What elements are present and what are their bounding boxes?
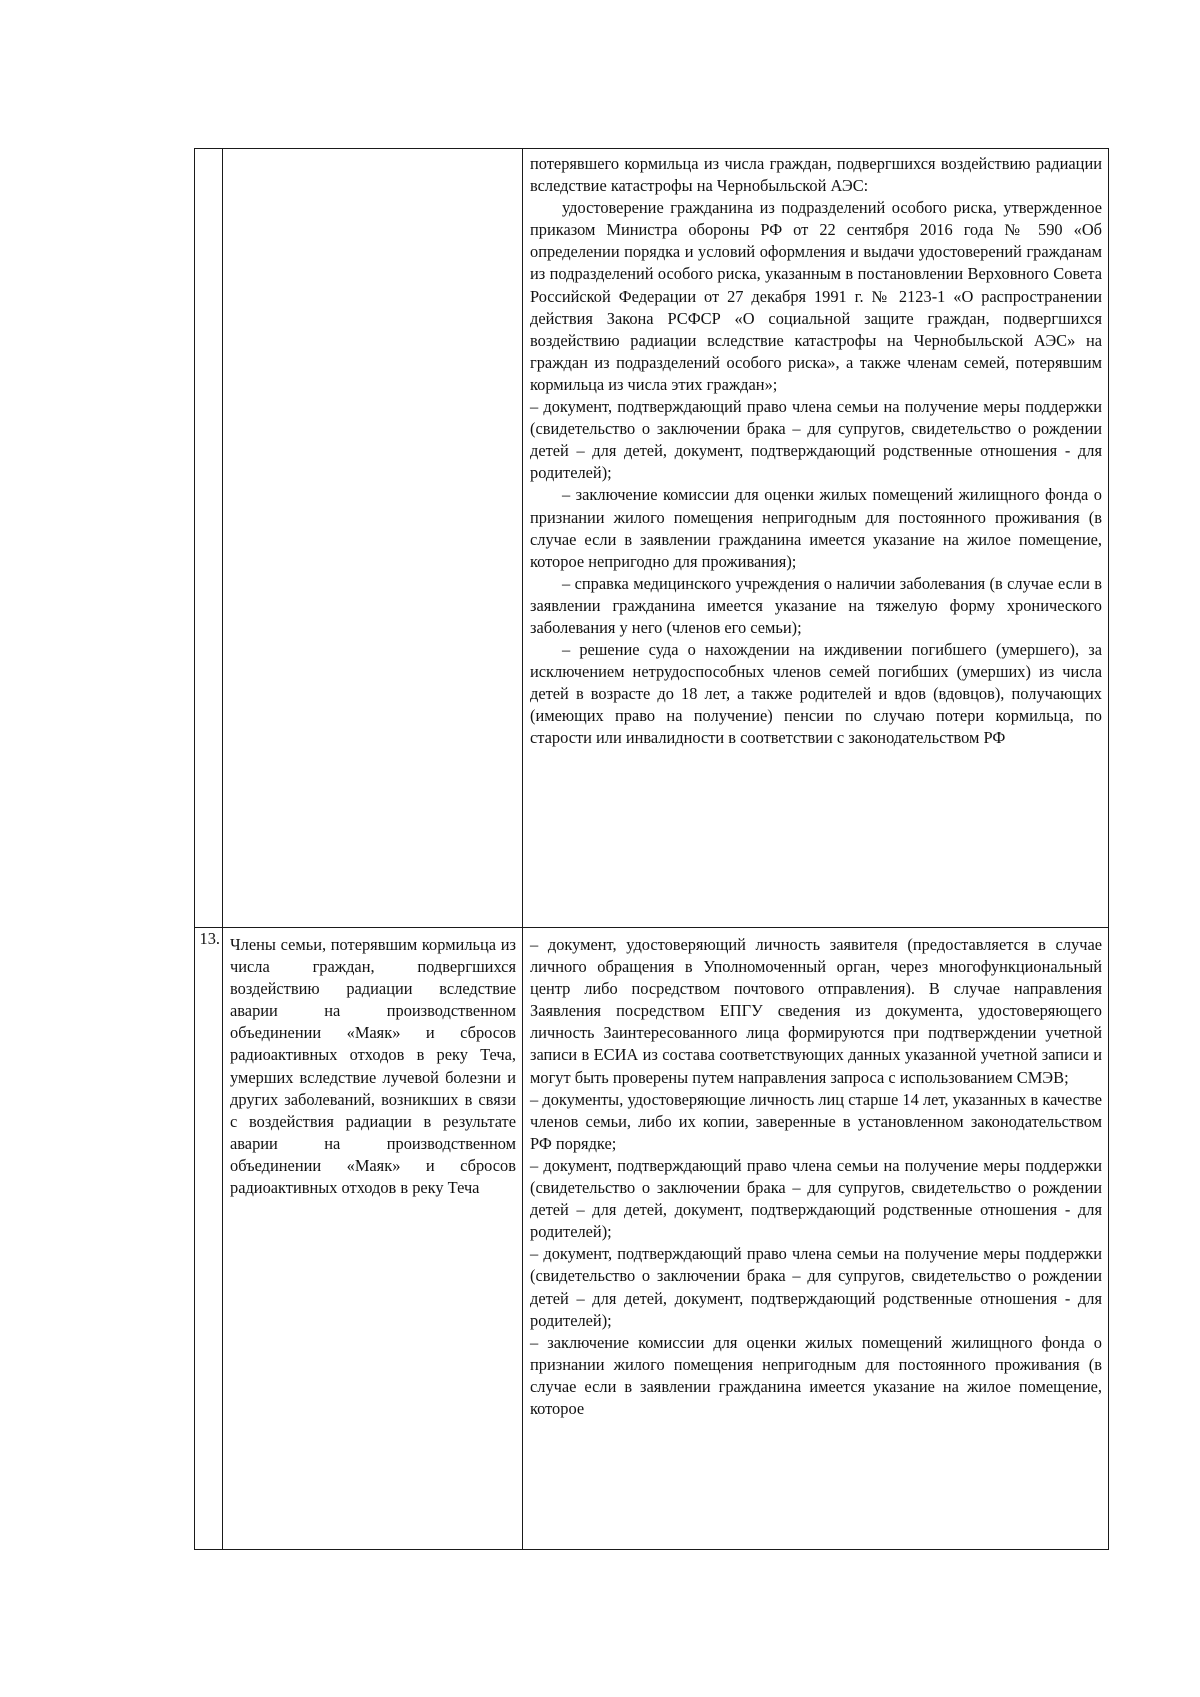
document-requirement-paragraph: – документ, удостоверяющий личность заявителя (предоставляется в случае личного обращения в Уполномоченный орган, через многофункциональный центр либо посредством почтового отправления). В случае направления Заявления посредством ЕПГУ сведения из документа, удостоверяющего личность Заинтересованного лица формируются при подтверждении учетной записи в ЕСИА из состава соответствующих данных указанной учетной записи и могут быть проверены путем направления запроса с использованием СМЭВ; (530, 935, 1102, 1087)
documents-cell (523, 928, 1109, 1550)
table-row-13 (195, 928, 1109, 1550)
category-cell (223, 928, 523, 1550)
document-requirement-paragraph: – решение суда о нахождении на иждивении погибшего (умершего), за исключением нетрудоспособных членов семей погибших (умерших) из числа детей в возрасте до 18 лет, а также родителей и вдов (вдовцов), получающих (имеющих право на получение) пенсии по случаю потери кормильца, по старости или инвалидности в соответствии с законодательством РФ (530, 640, 1102, 748)
document-requirement-paragraph: – заключение комиссии для оценки жилых помещений жилищного фонда о признании жилого помещения непригодным для постоянного проживания (в случае если в заявлении гражданина имеется указание на жилое помещение, которое непригодно для проживания); (530, 485, 1102, 571)
documents-cell (523, 149, 1109, 928)
category-cell (223, 149, 523, 928)
document-requirement-paragraph: удостоверение гражданина из подразделений особого риска, утвержденное приказом Министра обороны РФ от 22 сентября 2016 года № 590 «Об определении порядка и условий оформления и выдачи удостоверений гражданам из подразделений особого риска, указанным в постановлении Верховного Совета Российской Федерации от 27 декабря 1991 г. № 2123-1 «О распространении действия Закона РСФСР «О социальной защите граждан, подвергшихся воздействию радиации вследствие катастрофы на Чернобыльской АЭС» на граждан из подразделений особого риска», а также членам семей, потерявшим кормильца из числа этих граждан»; (530, 198, 1102, 394)
documents-list (523, 149, 1108, 752)
table-row-continuation (195, 149, 1109, 928)
document-table (194, 148, 1109, 1550)
document-requirement-paragraph: – заключение комиссии для оценки жилых помещений жилищного фонда о признании жилого помещения непригодным для постоянного проживания (в случае если в заявлении гражданина имеется указание на жилое помещение, которое (530, 1332, 1102, 1418)
row-number-cell: 13. (195, 928, 223, 1550)
document-requirement-paragraph: – документ, подтверждающий право члена семьи на получение меры поддержки (свидетельство о заключении брака – для супругов, свидетельство о рождении детей – для детей, документ, подтверждающий родственные отношения - для родителей); (530, 397, 1102, 483)
document-requirement-paragraph: – документ, подтверждающий право члена семьи на получение меры поддержки (свидетельство о заключении брака – для супругов, свидетельство о рождении детей – для детей, документ, подтверждающий родственные отношения - для родителей); (530, 1155, 1102, 1242)
document-requirement-paragraph: – справка медицинского учреждения о наличии заболевания (в случае если в заявлении гражданина имеется указание на тяжелую форму хронического заболевания у него (членов его семьи); (530, 573, 1102, 637)
category-text: Члены семьи, потерявшим кормильца из числа граждан, подвергшихся воздействию радиации вследствие аварии на производственном объединении «Маяк» и сбросов радиоактивных отходов в реку Теча, умерших вследствие лучевой болезни и других заболеваний, возникших в связи с воздействия радиации в результате аварии на производственном объединении «Маяк» и сбросов радиоактивных отходов в реку Теча (230, 935, 516, 1198)
row-number-cell (195, 149, 223, 928)
document-requirement-paragraph: потерявшего кормильца из числа граждан, подвергшихся воздействию радиации вследствие катастрофы на Чернобыльской АЭС: (530, 154, 1102, 196)
document-requirement-paragraph: – документы, удостоверяющие личность лиц старше 14 лет, указанных в качестве членов семьи, либо их копии, заверенные в установленном законодательством РФ порядке; (530, 1089, 1102, 1153)
documents-list (523, 928, 1108, 1422)
category-text (223, 149, 522, 155)
document-requirement-paragraph: – документ, подтверждающий право члена семьи на получение меры поддержки (свидетельство о заключении брака – для супругов, свидетельство о рождении детей – для детей, документ, подтверждающий родственные отношения - для родителей); (530, 1244, 1102, 1330)
